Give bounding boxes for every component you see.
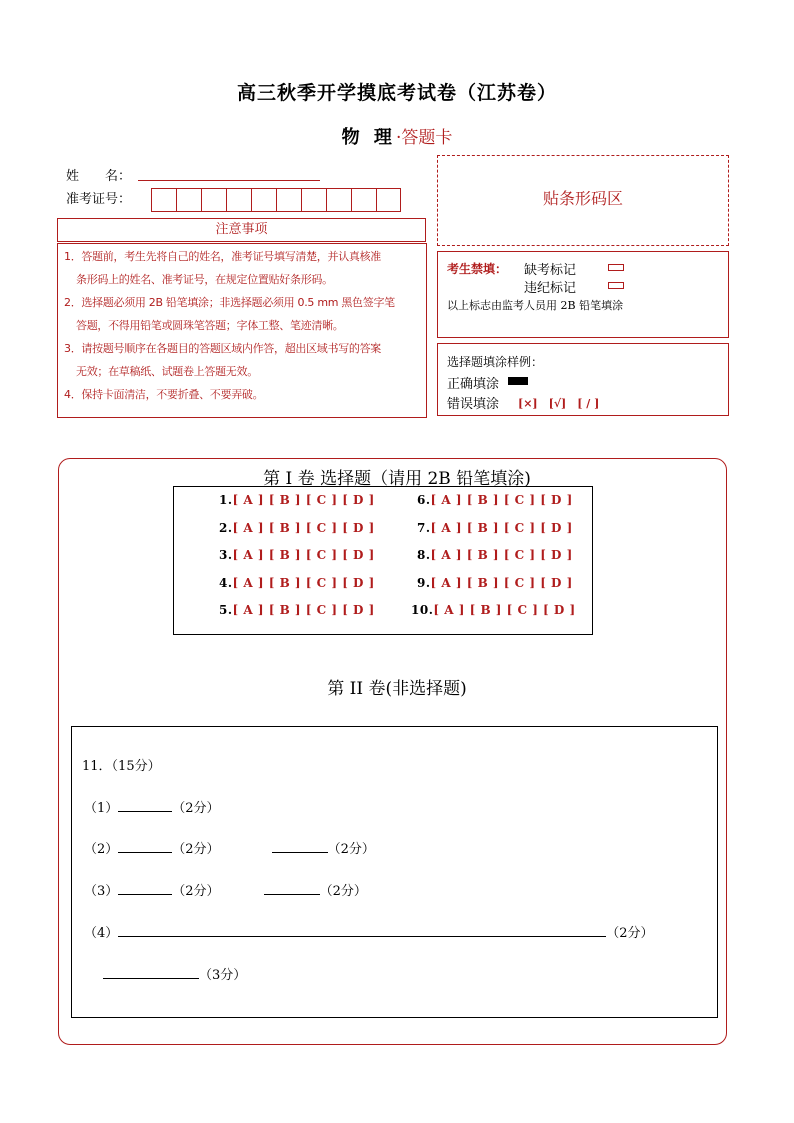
choice-grid	[173, 486, 593, 635]
wrong-samples: [×] [√] [ / ]	[518, 397, 600, 410]
question-options[interactable]: [ A ] [ B ] [ C ] [ D ]	[232, 493, 375, 507]
subject-name: 物 理	[341, 127, 396, 148]
question-row[interactable]	[219, 576, 375, 590]
forbid-label: 考生禁填：	[447, 262, 508, 276]
score-label: （2分）	[172, 884, 220, 899]
name-label: 姓 名：	[66, 169, 132, 184]
question-number: 6.	[417, 493, 431, 507]
question-row[interactable]	[417, 521, 573, 535]
part-label: （2）	[84, 842, 119, 857]
question-row[interactable]	[417, 548, 573, 562]
q11-part4	[84, 922, 654, 941]
id-cell[interactable]	[301, 188, 326, 212]
q11-part4-continued	[103, 964, 246, 983]
question-number: 1.	[219, 493, 233, 507]
score-label: （2分）	[172, 801, 220, 816]
question-number: 5.	[219, 603, 233, 617]
notice-line: 2．选择题必须用 2B 铅笔填涂；非选择题必须用 0.5 mm 黑色签字笔	[64, 296, 395, 309]
correct-fill-sample	[508, 377, 528, 385]
q11-part2	[84, 838, 375, 857]
question-row[interactable]	[417, 493, 573, 507]
name-field[interactable]	[138, 180, 320, 181]
score-label: （2分）	[172, 842, 220, 857]
question-row[interactable]	[219, 521, 375, 535]
id-cell[interactable]	[376, 188, 401, 212]
id-cell[interactable]	[326, 188, 351, 212]
notice-heading: 注意事项	[57, 218, 426, 242]
id-cell[interactable]	[351, 188, 376, 212]
answer-blank[interactable]	[272, 840, 328, 853]
q11-part3	[84, 880, 367, 899]
answer-blank[interactable]	[118, 924, 606, 937]
absent-mark-box[interactable]	[608, 264, 624, 271]
score-label: （3分）	[199, 968, 247, 983]
notice-item-4	[64, 383, 424, 406]
notice-line: 4．保持卡面清洁，不要折叠、不要弄破。	[64, 388, 264, 401]
notice-item-2	[64, 291, 424, 337]
question-options[interactable]: [ A ] [ B ] [ C ] [ D ]	[430, 548, 573, 562]
notice-line: 无效；在草稿纸、试题卷上答题无效。	[76, 365, 258, 378]
answer-blank[interactable]	[118, 840, 172, 853]
question-row[interactable]	[219, 548, 375, 562]
notice-line: 3．请按题号顺序在各题目的答题区域内作答，超出区域书写的答案	[64, 342, 381, 355]
question-number: 8.	[417, 548, 431, 562]
id-cell[interactable]	[176, 188, 201, 212]
section1-title: 第 I 卷 选择题（请用 2B 铅笔填涂)	[263, 469, 531, 489]
examiner-only-box	[437, 251, 729, 338]
answer-blank[interactable]	[118, 799, 172, 812]
notice-item-3	[64, 337, 424, 383]
question-row[interactable]	[219, 493, 375, 507]
answer-blank[interactable]	[264, 882, 320, 895]
forbid-note: 以上标志由监考人员用 2B 铅笔填涂	[447, 299, 624, 312]
question-number: 3.	[219, 548, 233, 562]
score-label: （2分）	[327, 842, 375, 857]
section2-title: 第 II 卷(非选择题)	[327, 679, 467, 699]
correct-label: 正确填涂	[447, 377, 500, 392]
question-options[interactable]: [ A ] [ B ] [ C ] [ D ]	[232, 576, 375, 590]
question-options[interactable]: [ A ] [ B ] [ C ] [ D ]	[430, 576, 573, 590]
id-cell[interactable]	[276, 188, 301, 212]
part-label: （1）	[84, 801, 119, 816]
part-label: （4）	[84, 926, 119, 941]
question-options[interactable]: [ A ] [ B ] [ C ] [ D ]	[433, 603, 576, 617]
notice-box	[57, 243, 427, 418]
q11-part1	[84, 797, 220, 816]
question-options[interactable]: [ A ] [ B ] [ C ] [ D ]	[232, 603, 375, 617]
barcode-area: 贴条形码区	[437, 155, 729, 246]
question-number: 9.	[417, 576, 431, 590]
score-label: （2分）	[319, 884, 367, 899]
absent-label: 缺考标记	[524, 263, 577, 278]
question-options[interactable]: [ A ] [ B ] [ C ] [ D ]	[430, 493, 573, 507]
question-row[interactable]	[417, 576, 573, 590]
notice-line: 1．答题前，考生先将自己的姓名，准考证号填写清楚，并认真核准	[64, 250, 381, 263]
q11-heading: 11．（15分）	[82, 759, 161, 774]
id-cell[interactable]	[226, 188, 251, 212]
id-number-grid[interactable]	[151, 188, 401, 212]
violation-label: 违纪标记	[524, 281, 577, 296]
question-number: 2.	[219, 521, 233, 535]
wrong-label: 错误填涂	[447, 397, 500, 412]
id-cell[interactable]	[151, 188, 176, 212]
id-cell[interactable]	[251, 188, 276, 212]
part-label: （3）	[84, 884, 119, 899]
question-options[interactable]: [ A ] [ B ] [ C ] [ D ]	[232, 521, 375, 535]
question-number: 7.	[417, 521, 431, 535]
id-cell[interactable]	[201, 188, 226, 212]
notice-line: 条形码上的姓名、准考证号，在规定位置贴好条形码。	[76, 273, 333, 286]
question-options[interactable]: [ A ] [ B ] [ C ] [ D ]	[232, 548, 375, 562]
violation-mark-box[interactable]	[608, 282, 624, 289]
question-row[interactable]	[411, 603, 576, 617]
q11-answer-box	[71, 726, 718, 1018]
fill-example-box	[437, 343, 729, 416]
question-number: 10.	[411, 603, 434, 617]
question-options[interactable]: [ A ] [ B ] [ C ] [ D ]	[430, 521, 573, 535]
card-label: ·答题卡	[395, 128, 453, 148]
id-label: 准考证号：	[66, 192, 132, 207]
score-label: （2分）	[606, 926, 654, 941]
answer-blank[interactable]	[103, 966, 199, 979]
question-row[interactable]	[219, 603, 375, 617]
notice-item-1	[64, 245, 424, 291]
notice-line: 答题，不得用铅笔或圆珠笔答题；字体工整、笔迹清晰。	[76, 319, 344, 332]
page-title: 高三秋季开学摸底考试卷（江苏卷）	[236, 82, 557, 104]
question-number: 4.	[219, 576, 233, 590]
answer-blank[interactable]	[118, 882, 172, 895]
example-title: 选择题填涂样例：	[447, 355, 544, 369]
subject-title	[0, 123, 794, 149]
